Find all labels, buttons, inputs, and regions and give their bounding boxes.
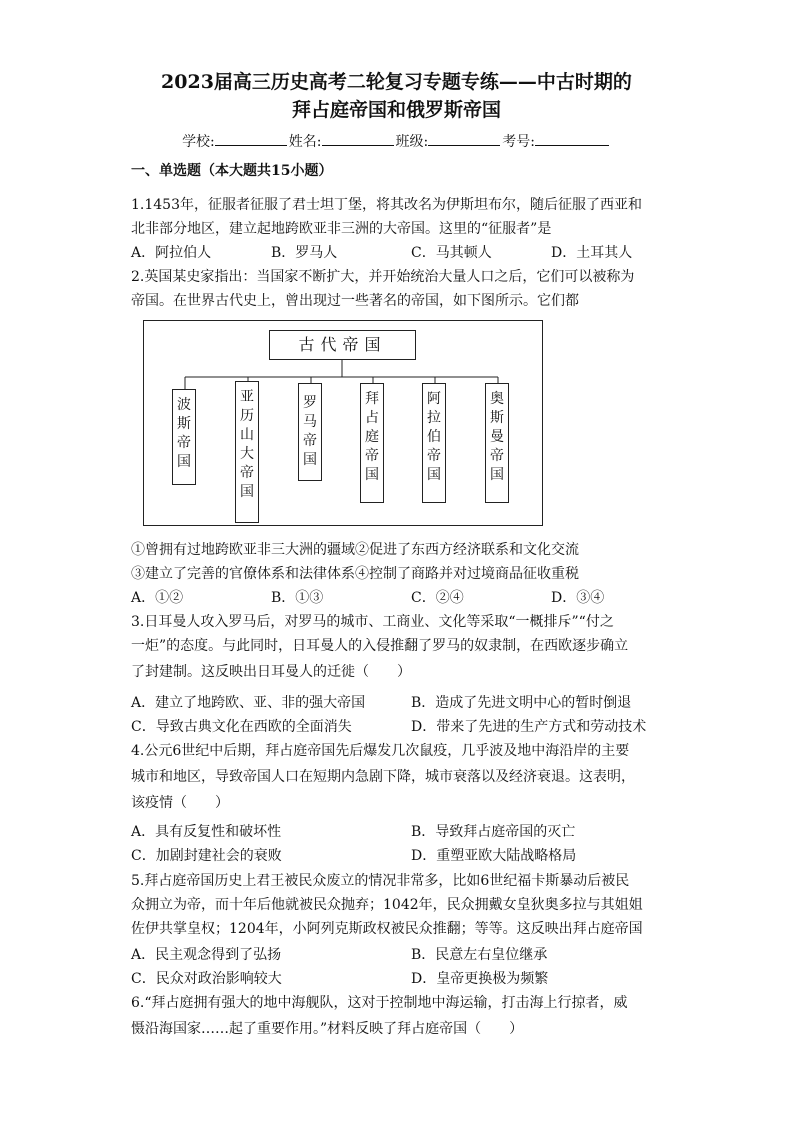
diagram-box-rome: 罗马帝国: [298, 383, 322, 481]
q6-line-2: 慑沿海国家……起了重要作用。”材料反映了拜占庭帝国（ ）: [131, 1021, 524, 1037]
diagram-root-box: 古代帝国: [269, 330, 416, 360]
class-label: 班级:: [395, 134, 429, 150]
q5-line-2: 众拥立为帝，而十年后他就被民众抛弃；1042年，民众拥戴女皇狄奥多拉与其姐姐: [131, 897, 643, 913]
q2-line-1: 2.英国某史家指出：当国家不断扩大，并开始统治大量人口之后，它们可以被称为: [131, 269, 635, 285]
q1-option-b[interactable]: B．罗马人: [271, 245, 338, 261]
q4-option-d[interactable]: D．重塑亚欧大陆战略格局: [411, 848, 577, 864]
q5-option-d[interactable]: D．皇帝更换极为频繁: [411, 971, 549, 987]
diagram-box-persia: 波斯帝国: [172, 389, 196, 485]
q3-option-d[interactable]: D．带来了先进的生产方式和劳动技术: [411, 719, 647, 735]
q5-line-1: 5.拜占庭帝国历史上君王被民众废立的情况非常多，比如6世纪福卡斯暴动后被民: [131, 873, 630, 889]
school-blank[interactable]: [215, 133, 287, 146]
diagram-box-alexander: 亚历山大帝国: [235, 381, 259, 523]
section-title: 一、单选题（本大题共15小题）: [131, 163, 333, 179]
q5-option-b[interactable]: B．民意左右皇位继承: [411, 947, 548, 963]
name-label: 姓名:: [288, 134, 322, 150]
q2-option-d[interactable]: D．③④: [551, 590, 605, 606]
diagram-box-arab: 阿拉伯帝国: [422, 383, 446, 503]
diagram-box-ottoman: 奥斯曼帝国: [485, 383, 509, 503]
q1-option-c[interactable]: C．马其顿人: [411, 245, 492, 261]
diagram-box-byzantine: 拜占庭帝国: [360, 383, 384, 503]
class-blank[interactable]: [428, 133, 500, 146]
q1-line-2: 北非部分地区，建立起地跨欧亚非三洲的大帝国。这里的“征服者”是: [131, 221, 552, 237]
school-label: 学校:: [182, 134, 215, 150]
q2-statement-1: ①曾拥有过地跨欧亚非三大洲的疆域②促进了东西方经济联系和文化交流: [131, 542, 579, 558]
q2-line-2: 帝国。在世界古代史上，曾出现过一些著名的帝国，如下图所示。它们都: [131, 293, 579, 309]
exam-no-label: 考号:: [502, 134, 535, 150]
title-line-1: 2023届高三历史高考二轮复习专题专练——中古时期的: [161, 71, 632, 93]
q1-option-d[interactable]: D．土耳其人: [551, 245, 633, 261]
q4-line-3: 该疫情（ ）: [131, 795, 229, 811]
q4-line-1: 4.公元6世纪中后期，拜占庭帝国先后爆发几次鼠疫，几乎波及地中海沿岸的主要: [131, 743, 630, 759]
q4-option-c[interactable]: C．加剧封建社会的衰败: [131, 848, 282, 864]
q4-option-b[interactable]: B．导致拜占庭帝国的灭亡: [411, 824, 576, 840]
name-blank[interactable]: [322, 133, 394, 146]
q3-option-c[interactable]: C．导致古典文化在西欧的全面消失: [131, 719, 352, 735]
q2-statement-2: ③建立了完善的官僚体系和法律体系④控制了商路并对过境商品征收重税: [131, 566, 579, 582]
q1-line-1: 1.1453年，征服者征服了君士坦丁堡，将其改名为伊斯坦布尔，随后征服了西亚和: [131, 197, 642, 213]
q5-line-3: 佐伊共掌皇权；1204年，小阿列克斯政权被民众推翻；等等。这反映出拜占庭帝国: [131, 921, 643, 937]
q2-option-c[interactable]: C．②④: [411, 590, 464, 606]
q3-line-3: 了封建制。这反映出日耳曼人的迁徙（ ）: [131, 664, 411, 680]
q2-option-a[interactable]: A．①②: [131, 590, 184, 606]
empire-diagram: [143, 320, 543, 526]
q4-option-a[interactable]: A．具有反复性和破坏性: [131, 824, 282, 840]
title-line-2: 拜占庭帝国和俄罗斯帝国: [291, 99, 501, 121]
q6-line-1: 6.“拜占庭拥有强大的地中海舰队，这对于控制地中海运输，打击海上行掠者，威: [131, 995, 628, 1011]
q3-option-a[interactable]: A．建立了地跨欧、亚、非的强大帝国: [131, 695, 366, 711]
q3-line-1: 3.日耳曼人攻入罗马后，对罗马的城市、工商业、文化等采取“一概排斥”“付之: [131, 614, 614, 630]
q1-option-a[interactable]: A．阿拉伯人: [131, 245, 212, 261]
q2-option-b[interactable]: B．①③: [271, 590, 324, 606]
exam-no-blank[interactable]: [535, 133, 609, 146]
q4-line-2: 城市和地区，导致帝国人口在短期内急剧下降，城市衰落以及经济衰退。这表明，: [131, 769, 635, 785]
q5-option-a[interactable]: A．民主观念得到了弘扬: [131, 947, 282, 963]
student-info-row: [0, 131, 793, 151]
q5-option-c[interactable]: C．民众对政治影响较大: [131, 971, 282, 987]
q3-line-2: 一炬”的态度。与此同时，日耳曼人的入侵推翻了罗马的奴隶制，在西欧逐步确立: [131, 638, 629, 654]
q3-option-b[interactable]: B．造成了先进文明中心的暂时倒退: [411, 695, 632, 711]
